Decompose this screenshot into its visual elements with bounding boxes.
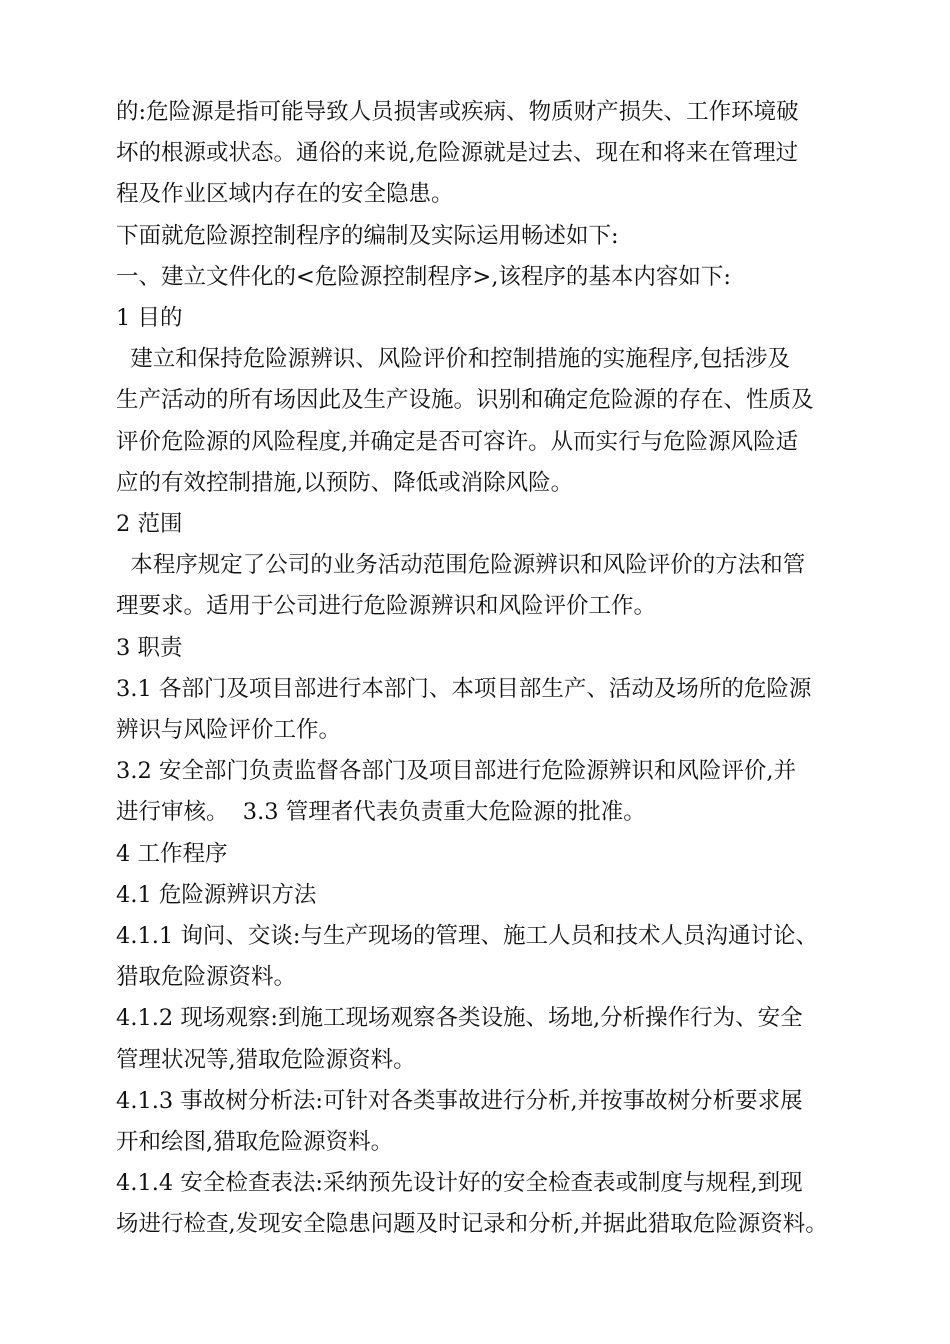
text-line: 进行审核。 3.3 管理者代表负责重大危险源的批准。: [116, 799, 646, 826]
text-line: 开和绘图,猎取危险源资料。: [116, 1129, 394, 1156]
section-heading-responsibilities: 3 职责: [116, 634, 183, 661]
text-line: 辨识与风险评价工作。: [116, 717, 342, 744]
section-heading-purpose: 1 目的: [116, 305, 183, 332]
text-line: 4.1.3 事故树分析法:可针对各类事故进行分析,并按事故树分析要求展: [116, 1087, 803, 1114]
text-line: 理要求。适用于公司进行危险源辨识和风险评价工作。: [116, 593, 657, 620]
text-line: 生产活动的所有场因此及生产设施。识别和确定危险源的存在、性质及: [116, 387, 814, 414]
text-line: 下面就危险源控制程序的编制及实际运用畅述如下:: [116, 222, 619, 249]
subsection-heading: 4.1 危险源辨识方法: [116, 881, 317, 908]
text-line: 场进行检查,发现安全隐患问题及时记录和分析,并据此猎取危险源资料。: [116, 1211, 828, 1238]
section-heading-procedure: 4 工作程序: [116, 840, 228, 867]
text-line: 管理状况等,猎取危险源资料。: [116, 1046, 416, 1073]
text-line: 一、建立文件化的<危险源控制程序>,该程序的基本内容如下:: [116, 263, 731, 290]
text-line: 应的有效控制措施,以预防、降低或消除风险。: [116, 469, 574, 496]
text-line: 建立和保持危险源辨识、风险评价和控制措施的实施程序,包括涉及: [116, 346, 790, 373]
text-line: 本程序规定了公司的业务活动范围危险源辨识和风险评价的方法和管: [116, 552, 806, 579]
text-line: 程及作业区域内存在的安全隐患。: [116, 181, 454, 208]
text-line: 3.2 安全部门负责监督各部门及项目部进行危险源辨识和风险评价,并: [116, 758, 797, 785]
text-line: 坏的根源或状态。通俗的来说,危险源就是过去、现在和将来在管理过: [116, 140, 799, 167]
text-line: 4.1.2 现场观察:到施工现场观察各类设施、场地,分析操作行为、安全: [116, 1005, 803, 1032]
document-body: [116, 92, 846, 1246]
section-heading-scope: 2 范围: [116, 511, 183, 538]
text-line: 猎取危险源资料。: [116, 964, 297, 991]
text-line: 评价危险源的风险程度,并确定是否可容许。从而实行与危险源风险适: [116, 428, 799, 455]
text-line: 3.1 各部门及项目部进行本部门、本项目部生产、活动及场所的危险源: [116, 675, 812, 702]
text-line: 4.1.1 询问、交谈:与生产现场的管理、施工人员和技术人员沟通讨论、: [116, 923, 818, 950]
text-line: 4.1.4 安全检查表法:采纳预先设计好的安全检查表或制度与规程,到现: [116, 1170, 803, 1197]
text-line: 的:危险源是指可能导致人员损害或疾病、物质财产损失、工作环境破: [116, 99, 799, 125]
